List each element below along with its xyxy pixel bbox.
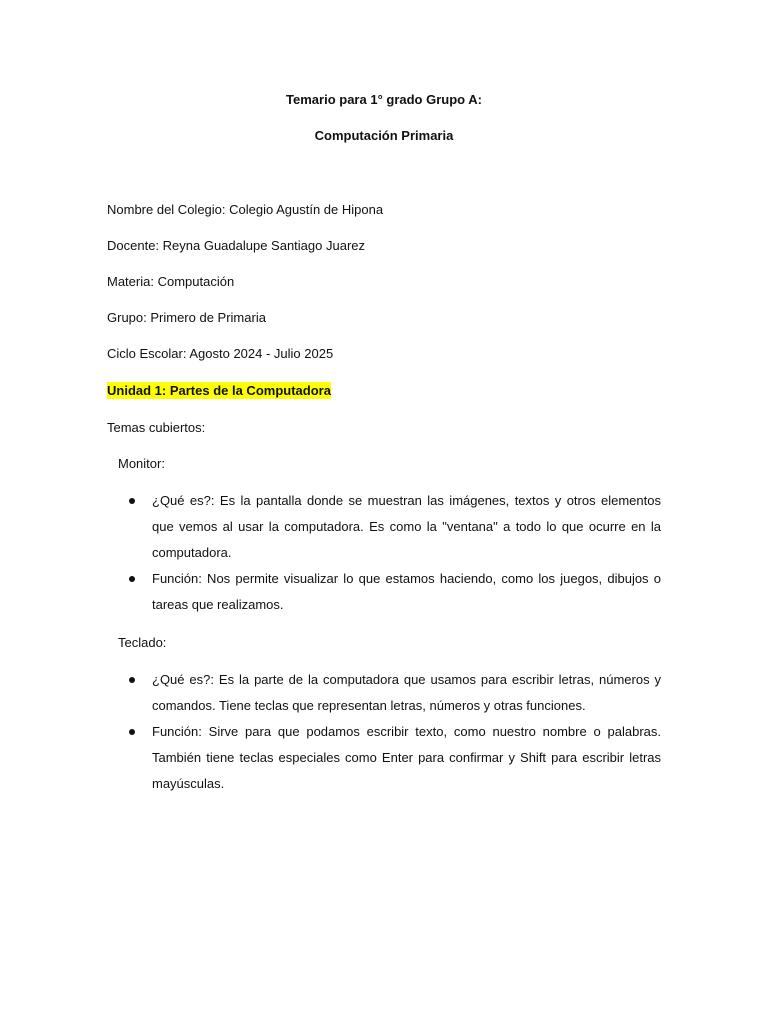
topic-keyboard-heading: Teclado:: [118, 635, 167, 650]
list-item-text: Función: Nos permite visualizar lo que estamos haciendo, como los juegos, dibujos o tareas que realizamos.: [152, 571, 661, 612]
topic-keyboard-list: [128, 667, 661, 797]
list-item: [128, 667, 661, 719]
bullet-icon: [129, 498, 135, 504]
list-item-text: ¿Qué es?: Es la pantalla donde se muestran las imágenes, textos y otros elementos que vemos al usar la computadora. Es como la "ventana" a todo lo que ocurre en la computadora.: [152, 493, 661, 560]
school-year: Ciclo Escolar: Agosto 2024 - Julio 2025: [107, 346, 334, 361]
group: Grupo: Primero de Primaria: [107, 310, 266, 325]
list-item-text: Función: Sirve para que podamos escribir texto, como nuestro nombre o palabras. También tiene teclas especiales como Enter para confirmar y Shift para escribir letras mayúsculas.: [152, 724, 661, 791]
bullet-icon: [129, 576, 135, 582]
list-item: [128, 488, 661, 566]
list-item: [128, 719, 661, 797]
topic-monitor-heading: Monitor:: [118, 456, 165, 471]
topics-label: Temas cubiertos:: [107, 420, 206, 435]
unit-heading-text: Unidad 1: Partes de la Computadora: [107, 383, 331, 398]
list-item: [128, 566, 661, 618]
document-subtitle: Computación Primaria: [314, 128, 454, 143]
document-title: Temario para 1° grado Grupo A:: [286, 92, 482, 107]
topic-monitor-list: [128, 488, 661, 618]
unit-heading: [107, 383, 331, 398]
school-name: Nombre del Colegio: Colegio Agustín de Hipona: [107, 202, 384, 217]
bullet-icon: [129, 677, 135, 683]
subject: Materia: Computación: [107, 274, 235, 289]
bullet-icon: [129, 729, 135, 735]
teacher-name: Docente: Reyna Guadalupe Santiago Juarez: [107, 238, 366, 253]
list-item-text: ¿Qué es?: Es la parte de la computadora que usamos para escribir letras, números y comandos. Tiene teclas que representan letras, números y otras funciones.: [152, 672, 661, 713]
